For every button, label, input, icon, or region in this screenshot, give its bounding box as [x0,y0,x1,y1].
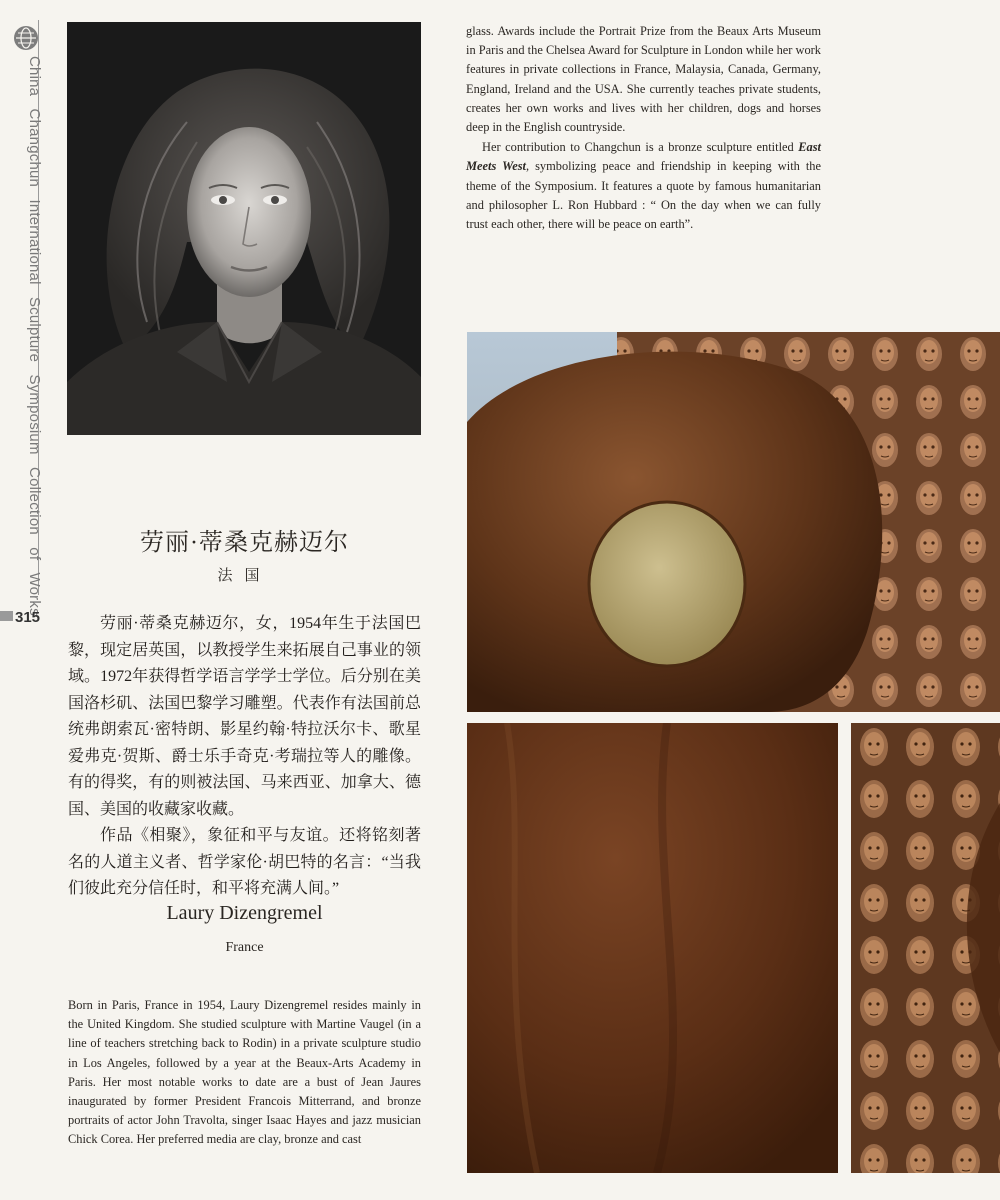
artist-name-english: Laury Dizengremel [166,902,323,924]
globe-icon [14,26,38,50]
bio-text: Her contribution to Changchun is a bronze sculpture entitled [482,140,799,155]
sculpture-photo-detail-faces [851,723,1000,1173]
artist-country-english: France [225,940,264,955]
sculpture-photo-detail-surface [467,723,838,1173]
bio-text: , symbolizing peace and friendship in keeping with the theme of the Symposium. It features a quote by famous humanitarian and philosopher L. Ron Hubbard : “ On the day when we can fully trust each other, there will be peace on earth”. [466,159,822,232]
page-number: 315 [0,609,40,626]
english-bio [68,996,421,1150]
bio-paragraph-contribution [466,138,821,234]
artist-country-chinese: 法国 [217,568,272,584]
chinese-bio-paragraph: 劳丽·蒂桑克赫迈尔，女，1954年生于法国巴黎，现定居英国，以教授学生来拓展自己事业的领域。1972年获得哲学语言学学士学位。后分别在美国洛杉矶、法国巴黎学习雕塑。代表作有法国前总统弗朗索瓦·密特朗、影星约翰·特拉沃尔卡、歌星爱弗克·贺斯、爵士乐手奇克·考瑞拉等人的雕像。有的得奖，有的则被法国、马来西亚、加拿大、德国、美国的收藏家收藏。 [68,615,421,818]
english-bio-continued [466,22,821,234]
chinese-bio [68,611,421,903]
english-bio-paragraph: Born in Paris, France in 1954, Laury Dizengremel resides mainly in the United Kingdom. She studied sculpture with Martine Vaugel (in a line of teachers stretching back to Rodin) in a private sculpture studio in Los Angeles, followed by a year at the Beaux-Arts Academy in Paris. Her most notable works to date are a bust of Jean Jaures inaugurated by former President Francois Mitterrand, and bronze portraits of actor John Travolta, singer Isaac Hayes and jazz musician Chick Corea. Her preferred media are clay, bronze and cast [68,998,421,1147]
artist-name-chinese: 劳丽·蒂桑克赫迈尔 [140,530,349,556]
series-title: China Changchun International Sculpture Symposium Collection of Works [26,56,43,616]
bio-paragraph: glass. Awards include the Portrait Prize from the Beaux Arts Museum in Paris and the Chelsea Award for Sculpture in London while her work features in private collections in France, Malaysia, Canada, Germany, England, Ireland and the USA. She currently teaches private students, creates her own works and lives with her children, dogs and horses deep in the English countryside. [466,24,821,135]
sculpture-photo-main [467,332,1000,712]
artist-portrait [67,22,421,435]
chinese-bio-paragraph: 作品《相聚》，象征和平与友谊。还将铭刻著名的人道主义者、哲学家伦·胡巴特的名言：“当我们彼此充分信任时，和平将充满人间。” [68,827,421,897]
artwork-title: East Meets West [466,140,821,174]
